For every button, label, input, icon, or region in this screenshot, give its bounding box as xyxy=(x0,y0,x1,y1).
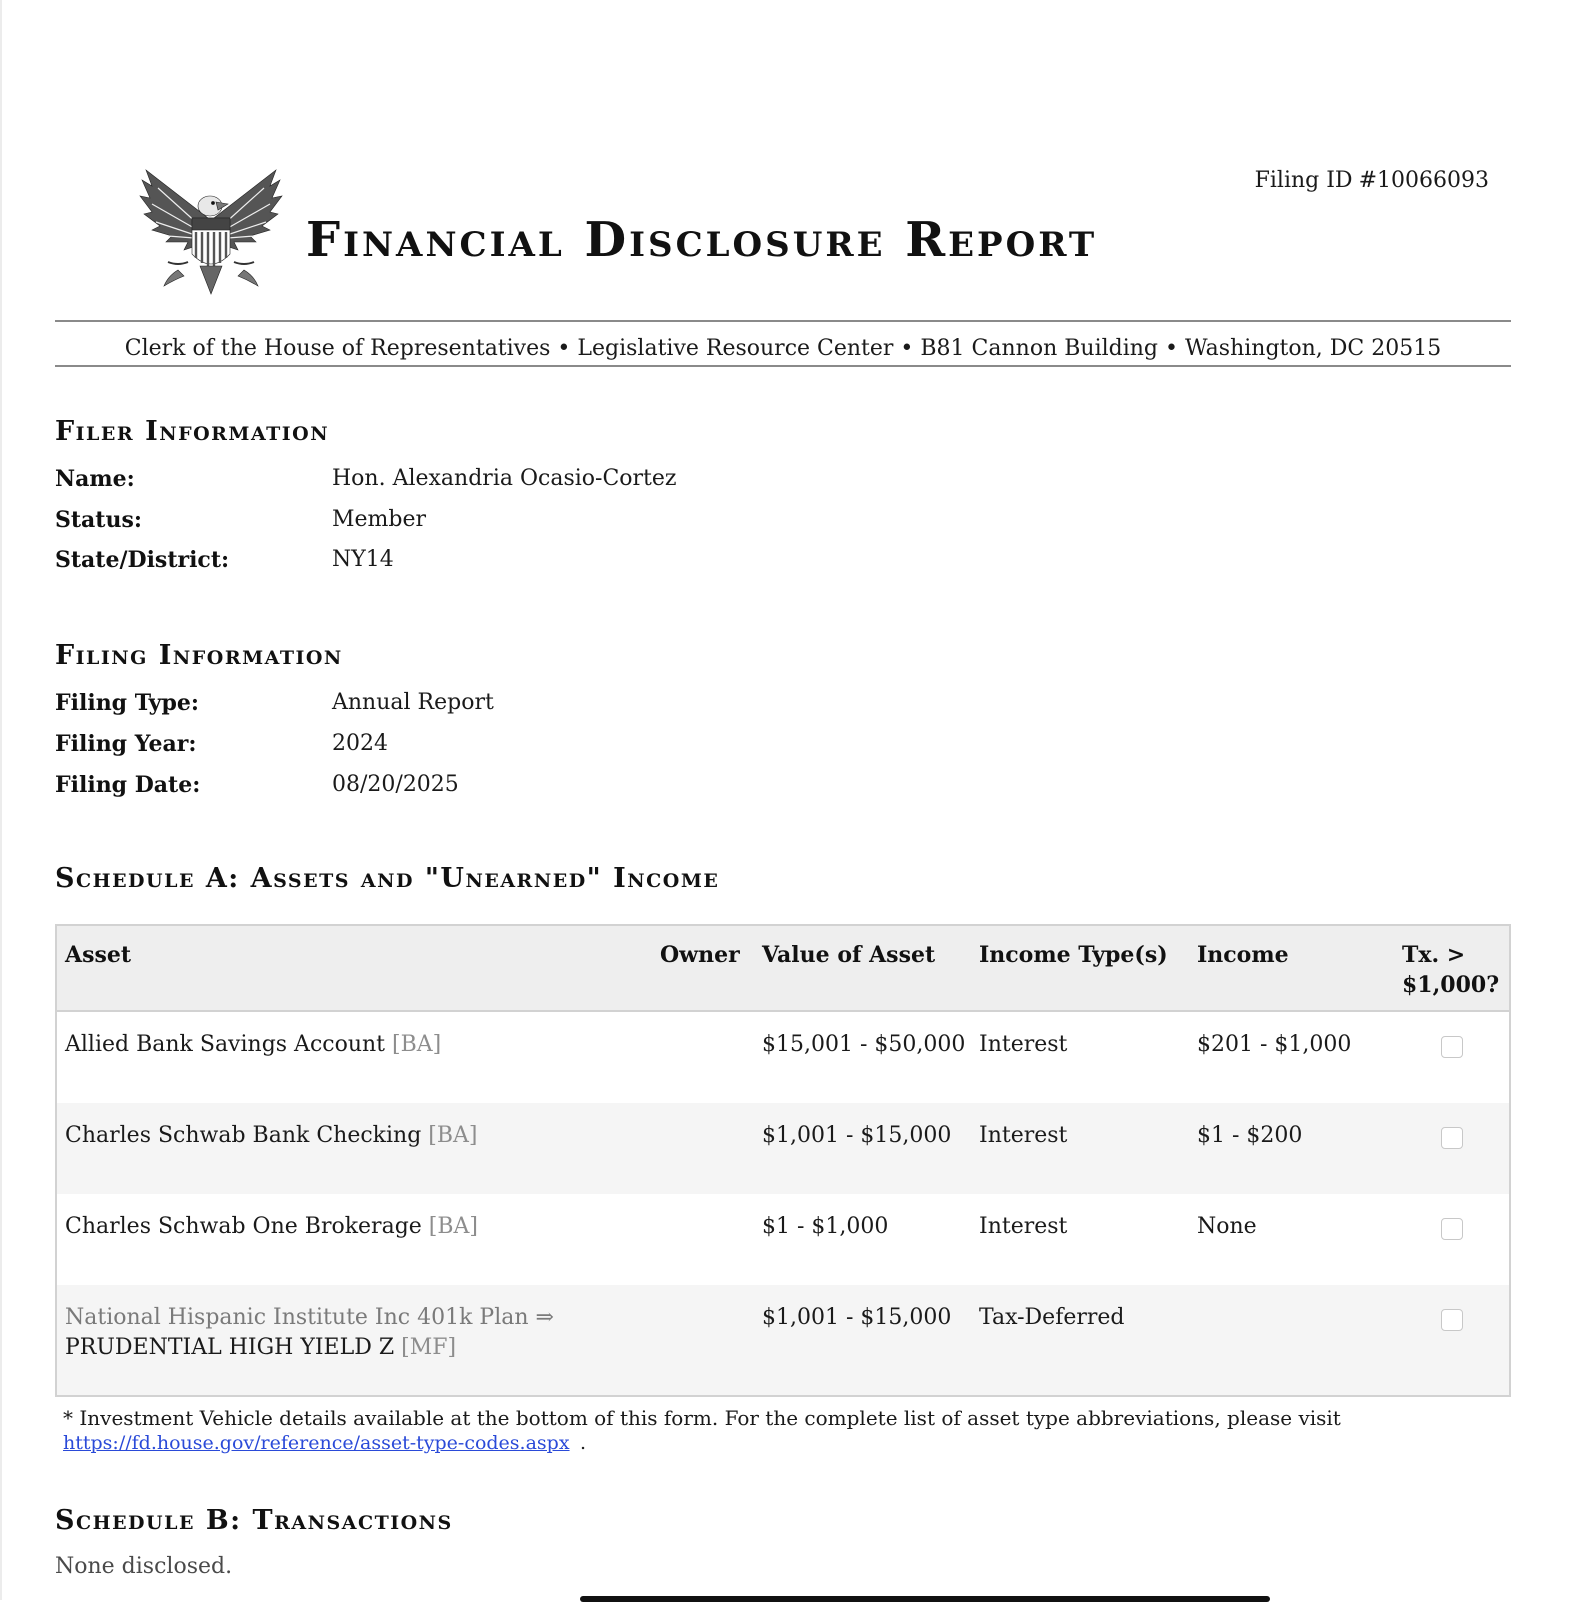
asset-cell xyxy=(65,1121,478,1151)
value-cell: $1,001 - $15,000 xyxy=(762,1123,952,1148)
income-cell: $1 - $200 xyxy=(1197,1123,1303,1148)
clerk-address: Clerk of the House of Representatives • Legislative Resource Center • B81 Cannon Building • Washington, DC 20515 xyxy=(124,336,1442,361)
filing-id-value: #10066093 xyxy=(1358,168,1489,193)
col-asset: Asset xyxy=(65,942,131,968)
table-row xyxy=(57,1103,1509,1194)
left-edge xyxy=(0,0,2,1600)
field-value: Member xyxy=(332,507,427,532)
report-title: Financial Disclosure Report xyxy=(306,212,1098,268)
field-label: Name: xyxy=(55,466,135,492)
tx-checkbox[interactable] xyxy=(1441,1036,1463,1058)
house-eagle-seal-icon xyxy=(138,166,284,300)
header-rule-bottom xyxy=(55,365,1511,367)
asset-code: [BA] xyxy=(428,1214,479,1239)
asset-name: PRUDENTIAL HIGH YIELD Z xyxy=(65,1335,395,1360)
asset-type-codes-link[interactable]: https://fd.house.gov/reference/asset-type-codes.aspx xyxy=(63,1432,570,1454)
asset-cell xyxy=(65,1030,441,1060)
field-value: 08/20/2025 xyxy=(332,772,459,797)
col-tx-line2: $1,000? xyxy=(1402,972,1500,998)
field-label: Filing Year: xyxy=(55,731,197,757)
col-tx-line1: Tx. > xyxy=(1402,942,1466,968)
col-value: Value of Asset xyxy=(762,942,936,968)
filing-information-heading: Filing Information xyxy=(55,640,343,671)
income-cell: $201 - $1,000 xyxy=(1197,1032,1352,1057)
field-label: Filing Type: xyxy=(55,690,199,716)
income-type-cell: Interest xyxy=(979,1214,1068,1239)
filing-id xyxy=(1255,168,1489,193)
col-income: Income xyxy=(1197,942,1289,968)
col-tx xyxy=(1402,940,1499,1000)
asset-name: Charles Schwab Bank Checking xyxy=(65,1123,422,1148)
asset-name: Charles Schwab One Brokerage xyxy=(65,1214,422,1239)
asset-code: [BA] xyxy=(428,1123,478,1148)
asset-code: [BA] xyxy=(392,1032,442,1057)
asset-code: [MF] xyxy=(401,1335,457,1360)
value-cell: $15,001 - $50,000 xyxy=(762,1032,966,1057)
schedule-b-heading: Schedule B: Transactions xyxy=(55,1505,453,1536)
field-value: 2024 xyxy=(332,731,388,756)
col-income-types: Income Type(s) xyxy=(979,942,1168,968)
asset-cell xyxy=(65,1212,478,1242)
field-value: Hon. Alexandria Ocasio-Cortez xyxy=(332,466,677,491)
income-type-cell: Interest xyxy=(979,1032,1068,1057)
table-row xyxy=(57,1194,1509,1285)
table-row xyxy=(57,1285,1509,1395)
value-cell: $1 - $1,000 xyxy=(762,1214,889,1239)
filer-information-heading: Filer Information xyxy=(55,416,330,447)
income-type-cell: Interest xyxy=(979,1123,1068,1148)
tx-checkbox[interactable] xyxy=(1441,1127,1463,1149)
table-header xyxy=(57,926,1509,1012)
income-cell: None xyxy=(1197,1214,1257,1239)
tx-checkbox[interactable] xyxy=(1441,1309,1463,1331)
home-indicator xyxy=(580,1596,1270,1602)
field-label: Status: xyxy=(55,507,142,533)
field-label: Filing Date: xyxy=(55,772,201,798)
schedule-b-none-disclosed: None disclosed. xyxy=(55,1554,233,1579)
asset-holding xyxy=(65,1333,554,1363)
field-label: State/District: xyxy=(55,547,230,573)
asset-parent-plan: National Hispanic Institute Inc 401k Plan ⇒ xyxy=(65,1305,554,1330)
value-cell: $1,001 - $15,000 xyxy=(762,1305,952,1330)
table-row xyxy=(57,1012,1509,1103)
asset-name: Allied Bank Savings Account xyxy=(65,1032,386,1057)
header-rule-top xyxy=(55,320,1511,322)
asset-cell xyxy=(65,1303,554,1363)
assets-table xyxy=(55,924,1511,1397)
footnote-period: . xyxy=(580,1432,587,1454)
col-owner: Owner xyxy=(660,942,740,968)
filing-id-label: Filing ID xyxy=(1254,168,1353,193)
field-value: Annual Report xyxy=(332,690,494,715)
income-type-cell: Tax-Deferred xyxy=(979,1305,1125,1330)
schedule-a-heading: Schedule A: Assets and "Unearned" Income xyxy=(55,863,720,894)
tx-checkbox[interactable] xyxy=(1441,1218,1463,1240)
field-value: NY14 xyxy=(332,547,394,572)
schedule-a-footnote: * Investment Vehicle details available at the bottom of this form. For the complete list of asset type abbreviations, please visit xyxy=(63,1406,1341,1430)
